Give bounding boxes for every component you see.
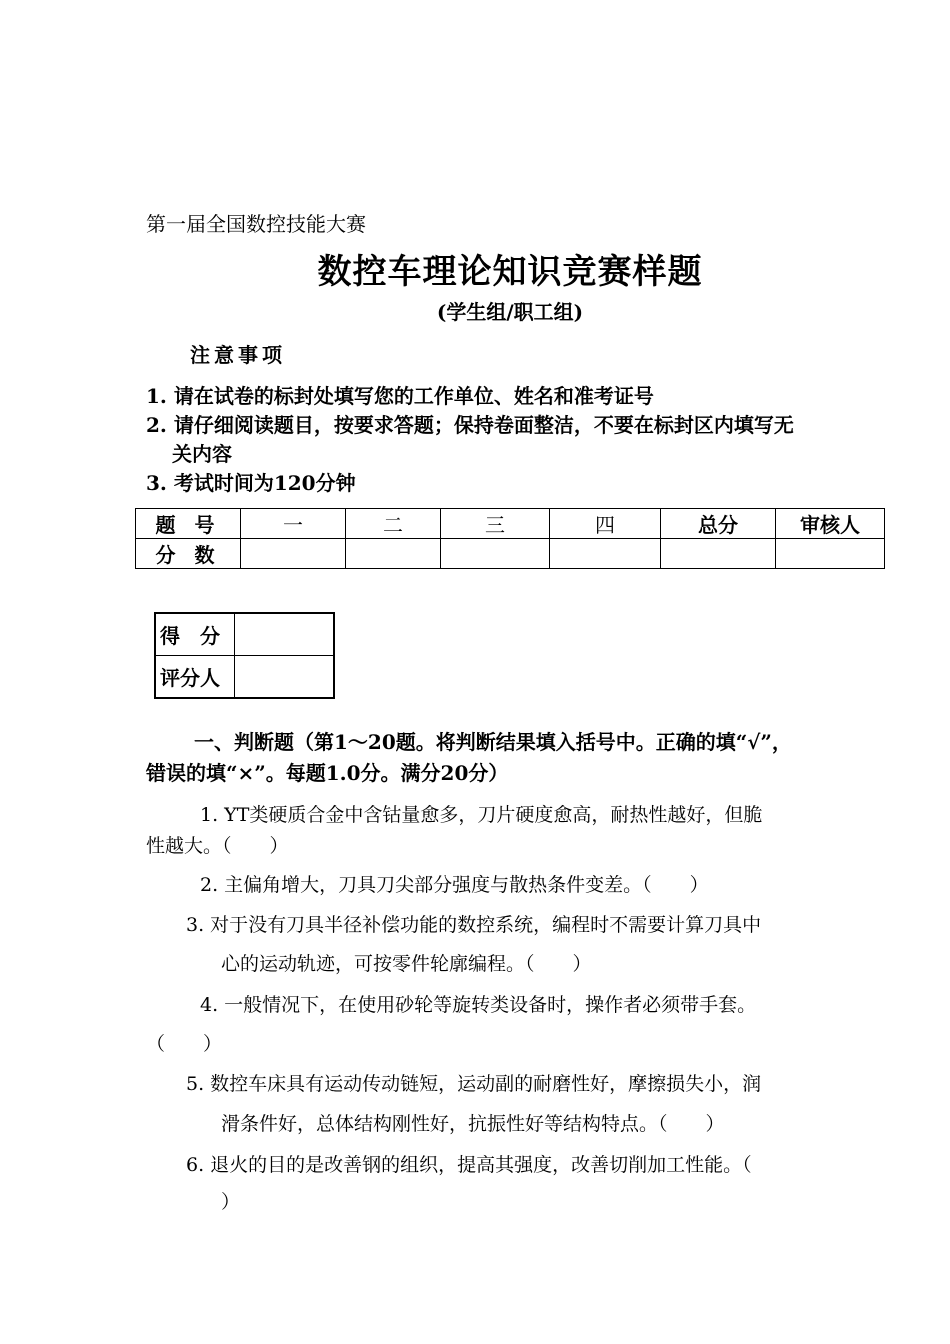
question-6-cont: ） <box>221 1191 241 1213</box>
competition-name: 第一届全国数控技能大赛 <box>146 212 366 236</box>
score-table-cell: 二 <box>346 509 441 539</box>
question-1-cont: 性越大。（ ） <box>146 835 289 857</box>
section-heading-line-2: 错误的填“×”。每题1.0分。满分20分） <box>146 761 509 785</box>
notice-item-2-cont: 关内容 <box>172 442 232 466</box>
question-4: 4. 一般情况下，在使用砂轮等旋转类设备时，操作者必须带手套。 <box>200 994 757 1016</box>
score-table-score-row <box>136 539 885 569</box>
page-title: 数控车理论知识竞赛样题 <box>317 252 703 292</box>
notice-heading: 注意事项 <box>190 343 286 367</box>
score-table-blank-cell <box>661 539 776 569</box>
score-table-cell: 四 <box>550 509 661 539</box>
grade-box-score-value <box>235 613 335 656</box>
grade-box-score-label: 得 分 <box>155 613 235 656</box>
score-table-cell: 一 <box>241 509 346 539</box>
score-table <box>135 508 885 569</box>
score-table-blank-cell <box>441 539 550 569</box>
question-1: 1. YT类硬质合金中含钴量愈多，刀片硬度愈高，耐热性越好，但脆 <box>200 804 763 826</box>
question-4-cont: （ ） <box>146 1033 223 1055</box>
question-5: 5. 数控车床具有运动传动链短，运动副的耐磨性好，摩擦损失小，润 <box>186 1073 762 1095</box>
grade-box-grader-value <box>235 656 335 699</box>
notice-item-2: 2. 请仔细阅读题目，按要求答题；保持卷面整洁，不要在标封区内填写无 <box>146 413 794 437</box>
question-5-cont: 滑条件好，总体结构刚性好，抗振性好等结构特点。（ ） <box>221 1113 725 1135</box>
score-table-blank-cell <box>550 539 661 569</box>
score-table-blank-cell <box>346 539 441 569</box>
question-3-cont: 心的运动轨迹，可按零件轮廓编程。（ ） <box>221 953 592 975</box>
question-2: 2. 主偏角增大，刀具刀尖部分强度与散热条件变差。（ ） <box>200 874 709 896</box>
score-table-cell: 审核人 <box>776 509 885 539</box>
score-table-cell: 分 数 <box>136 539 241 569</box>
score-table-cell: 题 号 <box>136 509 241 539</box>
score-table-blank-cell <box>241 539 346 569</box>
notice-item-1: 1. 请在试卷的标封处填写您的工作单位、姓名和准考证号 <box>146 384 654 408</box>
grade-box-grader-label: 评分人 <box>155 656 235 699</box>
grade-box <box>154 612 335 699</box>
score-table-blank-cell <box>776 539 885 569</box>
score-table-cell: 总分 <box>661 509 776 539</box>
page-subtitle: (学生组/职工组) <box>436 300 584 324</box>
question-6: 6. 退火的目的是改善钢的组织，提高其强度，改善切削加工性能。（ <box>186 1154 752 1176</box>
score-table-header-row <box>136 509 885 539</box>
notice-item-3: 3. 考试时间为120分钟 <box>146 471 356 495</box>
score-table-cell: 三 <box>441 509 550 539</box>
section-heading-line-1: 一、判断题（第1～20题。将判断结果填入括号中。正确的填“√”， <box>194 730 792 754</box>
question-3: 3. 对于没有刀具半径补偿功能的数控系统，编程时不需要计算刀具中 <box>186 914 762 936</box>
